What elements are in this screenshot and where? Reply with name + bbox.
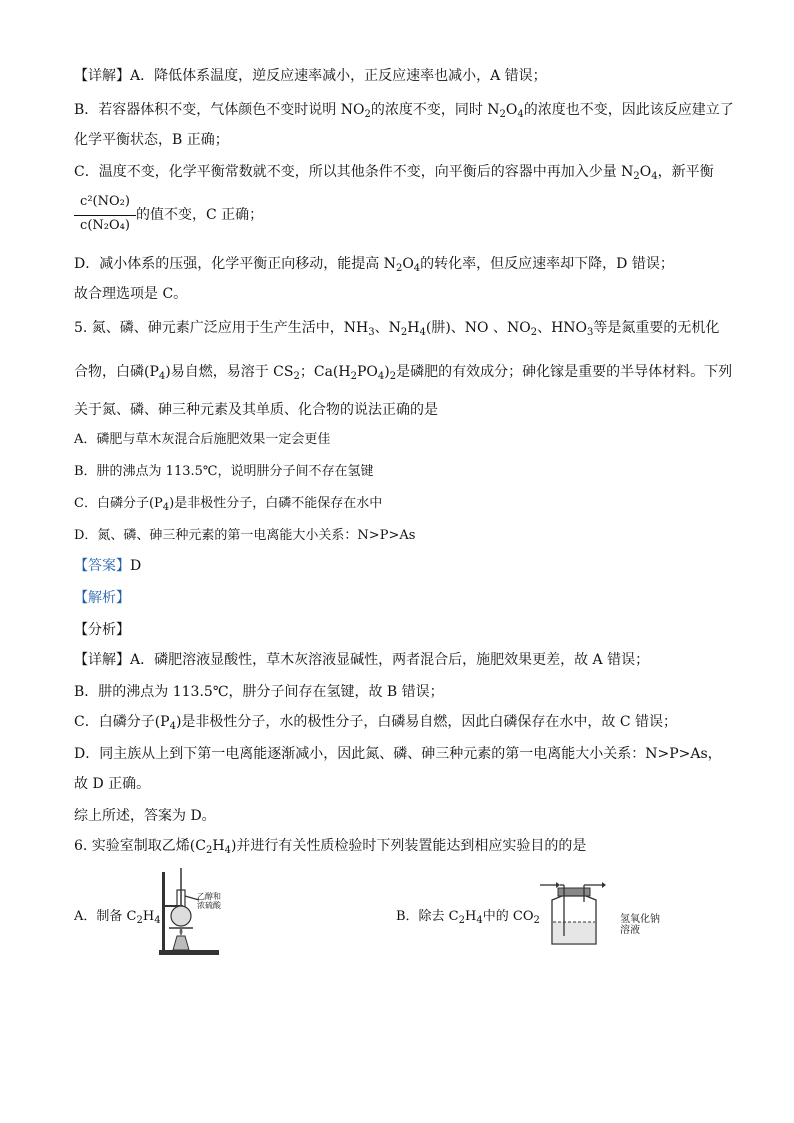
subscript: 4 <box>517 109 524 120</box>
q4-line-d <box>74 254 674 274</box>
subscript: 2 <box>633 171 640 182</box>
subscript: 2 <box>458 915 466 926</box>
stand-rod <box>162 872 165 952</box>
subscript: 3 <box>368 327 375 338</box>
text: O <box>505 102 518 118</box>
fig-b-label-line2: 溶液 <box>620 925 640 936</box>
text: O <box>402 256 414 272</box>
text: 中的 CO <box>482 909 534 924</box>
q5-explain-d2: 故 D 正确。 <box>74 776 151 792</box>
fraction-denominator: c(N₂O₄) <box>80 218 130 233</box>
fig-a-label-line2: 浓硫酸 <box>197 901 221 910</box>
q5-explain-b: B．肼的沸点为 113.5℃，肼分子间存在氢键，故 B 错误； <box>74 684 444 700</box>
text: ；Ca(H <box>299 364 351 380</box>
text: ) <box>384 364 390 380</box>
subscript: 2 <box>400 327 408 338</box>
q5-explain-d1: D．同主族从上到下第一电离能逐渐减小，因此氮、磷、砷三种元素的第一电离能大小关系：N>P>As， <box>74 746 722 762</box>
inlet-arrow-icon <box>556 882 560 888</box>
text: )并进行有关性质检验时下列装置能达到相应实验目的的是 <box>230 838 587 854</box>
text: H <box>142 909 155 924</box>
q6-option-a-caption <box>74 905 161 924</box>
stand-base <box>159 950 219 955</box>
answer-value: D <box>130 558 142 574</box>
text: )是非极性分子，白磷不能保存在水中 <box>169 496 383 511</box>
subscript: 4 <box>158 371 166 382</box>
detail-tag: 【详解】 <box>74 652 130 668</box>
text: O <box>639 164 652 180</box>
text: 合物，白磷(P <box>74 364 159 380</box>
subscript: 2 <box>395 263 403 274</box>
q5-answer-line <box>74 556 141 576</box>
q5-option-b: B．肼的沸点为 113.5℃，说明肼分子间不存在氢键 <box>74 464 374 479</box>
text: 5. 氮、磷、砷元素广泛应用于生产生活中，NH <box>74 320 369 336</box>
text: 、HNO <box>537 320 588 336</box>
q4-line-c2: 的值不变，C 正确； <box>136 207 264 223</box>
q5-explain-c <box>74 712 677 732</box>
text: (肼)、NO 、NO <box>425 320 531 336</box>
subscript: 2 <box>499 109 506 120</box>
subscript: 4 <box>413 263 421 274</box>
subscript: 4 <box>154 915 161 926</box>
subscript: 4 <box>169 721 176 732</box>
bottle-liquid <box>553 922 595 943</box>
text: 6. 实验室制取乙烯(C <box>74 838 206 854</box>
subscript: 4 <box>162 502 170 513</box>
fig-a-label <box>197 892 221 910</box>
fig-a-label-line1: 乙醇和 <box>197 892 221 901</box>
text: D．减小体系的压强，化学平衡正向移动，能提高 N <box>74 256 396 272</box>
bottle-stopper <box>558 888 590 896</box>
q4-detail-line-a <box>74 66 547 86</box>
q5-option-a: A．磷肥与草木灰混合后施肥效果一定会更佳 <box>74 432 331 447</box>
text: 等是氮重要的无机化 <box>593 320 720 336</box>
q4-line-b2: 化学平衡状态，B 正确； <box>74 132 229 148</box>
fig-b-label <box>620 914 660 936</box>
text: C．白磷分子(P <box>74 496 163 511</box>
text: 是磷肥的有效成分；砷化镓是重要的半导体材料。下列 <box>396 364 733 380</box>
text: 的转化率，但反应速率却下降，D 错误； <box>420 256 674 272</box>
subscript: 2 <box>350 371 357 382</box>
subscript: 4 <box>476 915 483 926</box>
text: H <box>212 838 225 854</box>
text: ，新平衡 <box>657 164 714 180</box>
subscript: 2 <box>136 915 143 926</box>
q6-option-b-caption <box>396 905 540 924</box>
q4-line-c1 <box>74 162 714 182</box>
subscript: 2 <box>364 109 371 120</box>
subscript: 2 <box>293 371 300 382</box>
fenxi-tag: 【分析】 <box>74 622 130 638</box>
text: )易自燃，易溶于 CS <box>165 364 294 380</box>
text: A．制备 C <box>74 909 137 924</box>
detail-tag: 【详解】 <box>74 68 130 84</box>
fraction-bar <box>74 215 136 216</box>
text: 的浓度也不变，因此该反应建立了 <box>523 102 734 118</box>
subscript: 4 <box>419 327 426 338</box>
subscript: 3 <box>587 327 594 338</box>
fig-b-label-line1: 氢氧化钠 <box>620 914 660 925</box>
q5-stem-line-2 <box>74 362 732 382</box>
outlet-arrow-icon <box>602 882 606 888</box>
q5-stem-line-3: 关于氮、磷、砷三种元素及其单质、化合物的说法正确的是 <box>74 402 438 418</box>
q5-summary: 综上所述，答案为 D。 <box>74 808 216 824</box>
subscript: 4 <box>224 845 231 856</box>
subscript: 2 <box>533 915 540 926</box>
text: 、N <box>374 320 401 336</box>
flask-body <box>171 906 191 926</box>
subscript: 4 <box>377 371 385 382</box>
subscript: 4 <box>651 171 658 182</box>
subscript: 2 <box>205 845 213 856</box>
q5-option-c <box>74 494 382 514</box>
q5-option-d: D．氮、磷、砷三种元素的第一电离能大小关系：N>P>As <box>74 528 416 543</box>
q4-line-b1 <box>74 100 734 120</box>
text: A．磷肥溶液显酸性，草木灰溶液显碱性，两者混合后，施肥效果更差，故 A 错误； <box>130 652 650 668</box>
q5-stem-line-1 <box>74 318 719 338</box>
text: PO <box>356 364 378 380</box>
text: H <box>465 909 477 924</box>
q4-text-a: A．降低体系温度，逆反应速率减小，正反应速率也减小，A 错误； <box>130 68 547 84</box>
wash-bottle-figure <box>540 876 612 948</box>
analysis-tag: 【解析】 <box>74 590 130 606</box>
text: 的浓度不变，同时 N <box>370 102 500 118</box>
q5-explain-a <box>74 650 649 670</box>
answer-tag: 【答案】 <box>74 558 130 574</box>
text: H <box>407 320 420 336</box>
subscript: 2 <box>530 327 538 338</box>
text: )是非极性分子，水的极性分子，白磷易自燃，因此白磷保存在水中，故 C 错误； <box>175 714 678 730</box>
text: C．温度不变，化学平衡常数就不变，所以其他条件不变，向平衡后的容器中再加入少量 N <box>74 164 634 180</box>
ethylene-generator-figure <box>155 866 250 958</box>
text: C．白磷分子(P <box>74 714 170 730</box>
alcohol-lamp <box>173 936 189 950</box>
fraction-numerator: c²(NO₂) <box>80 194 130 209</box>
subscript: 2 <box>389 371 397 382</box>
text: B．除去 C <box>396 909 459 924</box>
text: B．若容器体积不变，气体颜色不变时说明 NO <box>74 102 365 118</box>
q6-stem <box>74 836 586 856</box>
q4-conclusion: 故合理选项是 C。 <box>74 286 188 302</box>
